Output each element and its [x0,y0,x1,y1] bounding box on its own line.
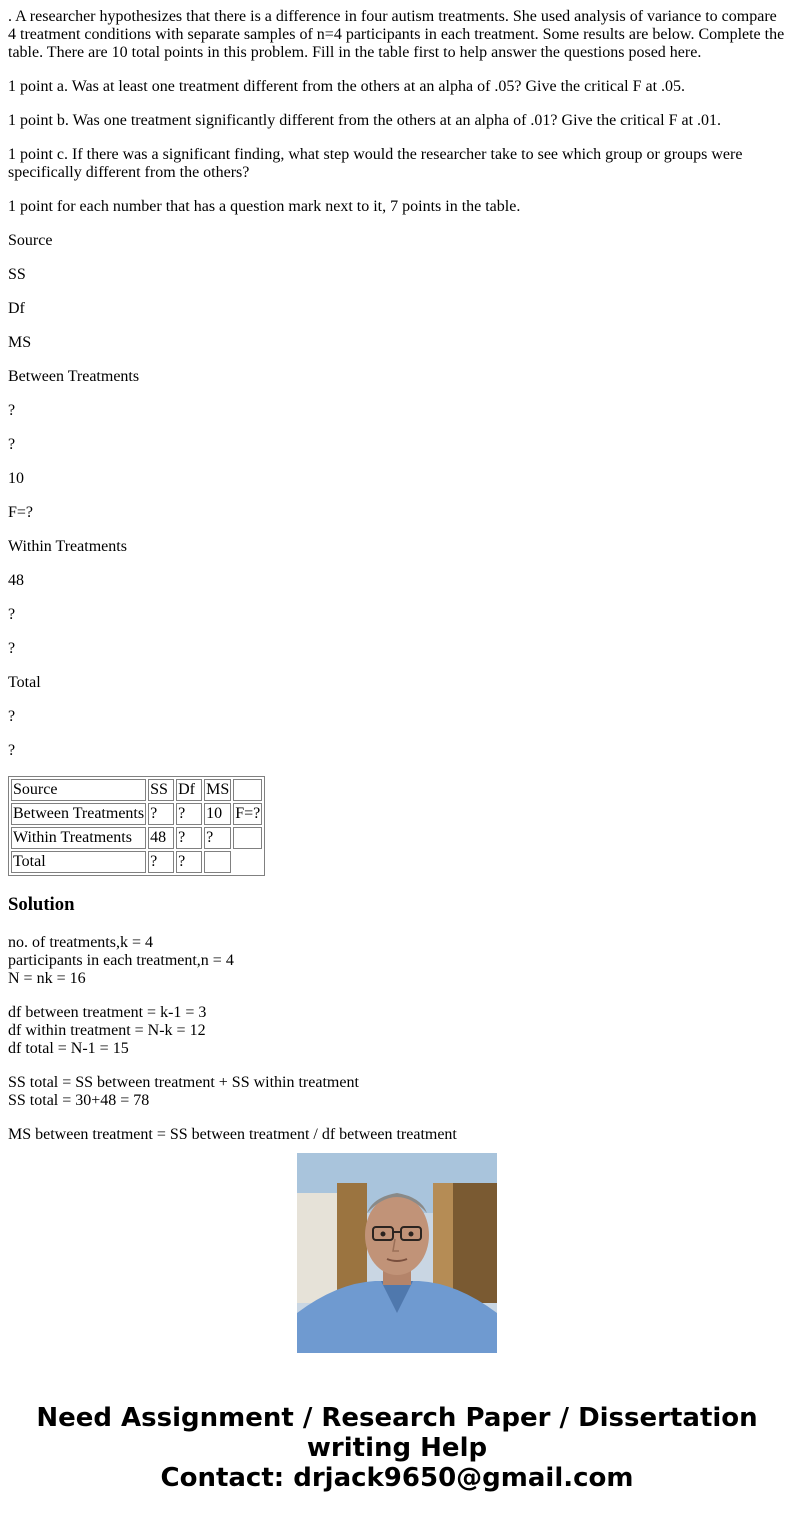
question-part-b: 1 point b. Was one treatment significantly different from the others at an alpha of .01? Give the critical F at .01. [8,112,722,129]
table-cell: ? [176,851,202,873]
flat-cell: Within Treatments [8,538,127,555]
table-cell [233,827,262,849]
flat-cell: MS [8,334,32,351]
table-header-row [11,779,262,801]
flat-cell: 48 [8,572,24,589]
footer-line: writing Help [306,1433,488,1463]
flat-cell: ? [8,606,16,623]
table-cell: Between Treatments [11,803,146,825]
solution-line: df within treatment = N-k = 12 [8,1022,206,1039]
table-cell: ? [204,827,231,849]
flat-cell: F=? [8,504,34,521]
table-row-between [11,803,262,825]
solution-block-ms [8,1126,786,1144]
flat-cell: 10 [8,470,24,487]
table-row-total [11,851,262,873]
header-ss: SS [148,779,174,801]
question-part-c: 1 point c. If there was a significant finding, what step would the researcher take to see which group or groups were specifically different from the others? [8,146,743,181]
solution-line: SS total = 30+48 = 78 [8,1092,150,1109]
flat-cell: Source [8,232,53,249]
flat-table-cells [8,232,786,760]
solution-block-counts [8,934,786,988]
table-cell: ? [148,803,174,825]
solution-line: df between treatment = k-1 = 3 [8,1004,207,1021]
footer-contact: Contact: drjack9650@gmail.com [160,1463,634,1493]
footer-banner [0,1403,794,1493]
flat-cell: Between Treatments [8,368,140,385]
anova-table [8,776,265,876]
table-cell: Within Treatments [11,827,146,849]
header-ms: MS [204,779,231,801]
table-cell [204,851,231,873]
solution-block-df [8,1004,786,1058]
table-cell: ? [176,803,202,825]
table-cell: ? [148,851,174,873]
avatar-portrait [297,1153,497,1353]
avatar [297,1153,497,1353]
flat-cell: Df [8,300,25,317]
solution-line: participants in each treatment,n = 4 [8,952,234,969]
footer-line: Need Assignment / Research Paper / Dissertation [36,1403,758,1433]
solution-line: SS total = SS between treatment + SS within treatment [8,1074,359,1091]
header-df: Df [176,779,202,801]
solution-heading: Solution [8,894,75,915]
question-intro: . A researcher hypothesizes that there is a difference in four autism treatments. She used analysis of variance to compare 4 treatment conditions with separate samples of n=4 participants in each treatment. Some results are below. Complete the table. There are 10 total points in this problem. Fill in the table first to help answer the questions posed here. [8,8,785,61]
table-cell: ? [176,827,202,849]
table-cell: Total [11,851,146,873]
table-cell: 48 [148,827,174,849]
flat-cell: SS [8,266,26,283]
solution-line: N = nk = 16 [8,970,86,987]
header-f [233,779,262,801]
header-source: Source [11,779,146,801]
flat-cell: ? [8,742,16,759]
flat-cell: ? [8,402,16,419]
flat-cell: ? [8,708,16,725]
solution-line: MS between treatment = SS between treatment / df between treatment [8,1126,457,1143]
question-part-a: 1 point a. Was at least one treatment different from the others at an alpha of .05? Give the critical F at .05. [8,78,686,95]
points-note: 1 point for each number that has a question mark next to it, 7 points in the table. [8,198,521,215]
solution-block-ss [8,1074,786,1110]
flat-cell: ? [8,436,16,453]
solution-line: no. of treatments,k = 4 [8,934,153,951]
flat-cell: ? [8,640,16,657]
table-cell: 10 [204,803,231,825]
flat-cell: Total [8,674,41,691]
solution-line: df total = N-1 = 15 [8,1040,129,1057]
table-row-within [11,827,262,849]
document-body [8,8,786,1143]
table-cell: F=? [233,803,262,825]
